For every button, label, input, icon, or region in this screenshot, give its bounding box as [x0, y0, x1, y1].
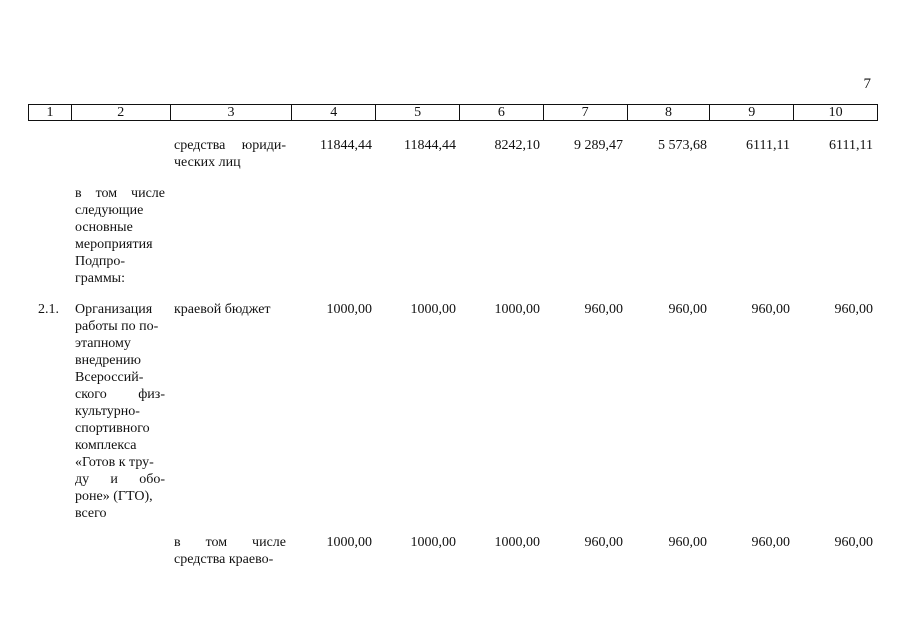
- row-3-value: 960,00: [751, 535, 790, 550]
- row-2-name-line: Всероссий-: [75, 370, 144, 385]
- row-0-value: 6111,11: [746, 138, 790, 153]
- row-0-source: [174, 137, 286, 171]
- row-2-source-line: краевой бюджет: [174, 302, 271, 317]
- header-col-7: 7: [544, 105, 628, 120]
- row-2-name-line: комплекса: [75, 438, 137, 453]
- row-0-value: 8242,10: [494, 138, 540, 153]
- header-col-2: 2: [72, 105, 171, 120]
- row-2-name-line: внедрению: [75, 353, 141, 368]
- row-2-value: 960,00: [751, 302, 790, 317]
- row-2-source: [174, 301, 286, 318]
- row-1-name-line: Подпро-: [75, 254, 125, 269]
- row-3-value: 1000,00: [494, 535, 540, 550]
- row-1-name: [75, 185, 165, 287]
- row-3-source-line: средства краево-: [174, 552, 274, 567]
- row-3-value: 1000,00: [326, 535, 372, 550]
- header-col-10: 10: [828, 105, 843, 120]
- row-3-value: 960,00: [668, 535, 707, 550]
- row-2-value: 960,00: [834, 302, 873, 317]
- row-3-source: [174, 534, 286, 568]
- header-col-8: 8: [628, 105, 711, 120]
- header-col-4: 4: [292, 105, 376, 120]
- row-2-value: 1000,00: [494, 302, 540, 317]
- page-number: 7: [863, 76, 871, 92]
- row-1-name-line: следующие: [75, 203, 144, 218]
- row-1-name-line: в том числе: [75, 186, 165, 201]
- row-3-value: 960,00: [834, 535, 873, 550]
- row-2-number: 2.1.: [38, 302, 59, 317]
- row-0-value: 9 289,47: [574, 138, 623, 153]
- header-col-9: 9: [710, 105, 794, 120]
- row-2-name-line: всего: [75, 506, 107, 521]
- row-2-name-line: роне» (ГТО),: [75, 489, 153, 504]
- row-1-name-line: мероприятия: [75, 237, 153, 252]
- row-0-source-line: ческих лиц: [174, 155, 241, 170]
- row-0-value: 11844,44: [404, 138, 456, 153]
- header-col-5: 5: [376, 105, 460, 120]
- row-2-name-line: спортивного: [75, 421, 150, 436]
- row-0-value: 5 573,68: [658, 138, 707, 153]
- row-2-value: 1000,00: [326, 302, 372, 317]
- row-2-name-line: работы по по-: [75, 319, 159, 334]
- row-3-value: 1000,00: [410, 535, 456, 550]
- row-3-source-line: в том числе: [174, 535, 286, 550]
- row-2-value: 960,00: [668, 302, 707, 317]
- row-2-name-line: «Готов к тру-: [75, 455, 154, 470]
- row-0-value: 6111,11: [829, 138, 873, 153]
- row-2-value: 1000,00: [410, 302, 456, 317]
- header-col-1: 1: [29, 105, 72, 120]
- row-2-name-line: этапному: [75, 336, 131, 351]
- header-col-6: 6: [460, 105, 544, 120]
- row-0-value: 11844,44: [320, 138, 372, 153]
- row-0-source-line: средства юриди-: [174, 138, 286, 153]
- row-1-name-line: граммы:: [75, 271, 125, 286]
- row-2-name: [75, 301, 165, 522]
- row-3-value: 960,00: [584, 535, 623, 550]
- table-header-row: [28, 104, 878, 121]
- header-col-3: 3: [171, 105, 293, 120]
- row-2-name-line: ского физ-: [75, 387, 165, 402]
- row-2-name-line: ду и обо-: [75, 472, 165, 487]
- row-2-name-line: культурно-: [75, 404, 140, 419]
- row-2-value: 960,00: [584, 302, 623, 317]
- row-2-name-line: Организация: [75, 302, 153, 317]
- row-1-name-line: основные: [75, 220, 133, 235]
